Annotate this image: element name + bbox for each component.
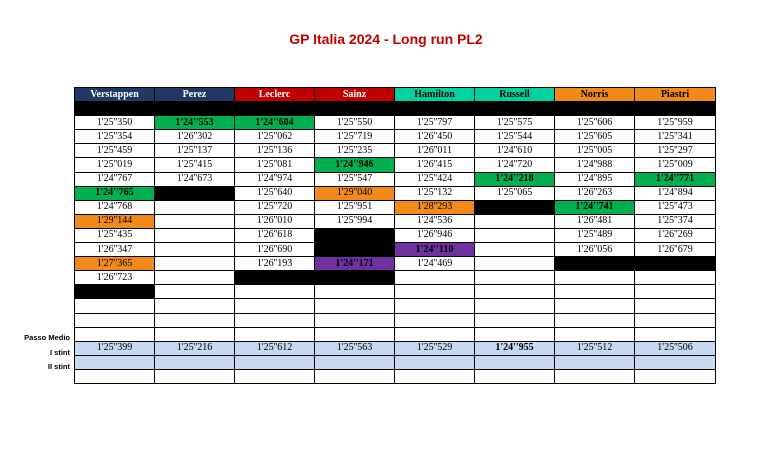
lap-time-cell: 1'24''604 [235,116,315,130]
lap-time-cell: 1'25''994 [315,214,395,228]
lap-time-cell [475,243,555,257]
tyre-compound: Medie 4 [555,102,635,116]
lap-time-cell: 1'25''720 [235,200,315,214]
lap-time-cell [475,214,555,228]
lap-time-cell [475,257,555,271]
lap-time-cell [75,299,155,313]
stint1-average: 1'25''612 [235,341,315,355]
lap-time-cell: 1'25''081 [235,158,315,172]
passo-medio-label: Passo Medio [24,333,70,342]
lap-time-cell: Box [75,285,155,299]
lap-time-cell: 1'25''415 [155,158,235,172]
stint1-average: 1'25''563 [315,341,395,355]
lap-time-cell: 1'25''132 [395,186,475,200]
stint2-average [75,355,155,369]
lap-row [75,257,716,271]
lap-time-cell: 1'26''347 [75,243,155,257]
lap-time-cell [235,327,315,341]
lap-time-cell: 1'25''606 [555,116,635,130]
lap-time-cell: Soft 5 [315,243,395,257]
empty-cell [555,369,635,383]
lap-time-cell: 1'29''040 [315,186,395,200]
lap-time-cell: 1'24''988 [555,158,635,172]
driver-header: Hamilton [395,88,475,102]
lap-time-cell: 1'26''450 [395,130,475,144]
lap-time-cell: 1'24''768 [75,200,155,214]
stint1-label: I stint [50,348,70,357]
lap-time-cell: 1'29''144 [75,214,155,228]
lap-time-cell: 1'25''473 [635,200,716,214]
lap-time-cell [315,285,395,299]
lap-time-cell: 1'25''005 [555,144,635,158]
lap-time-cell: 1'26''946 [395,228,475,242]
stint2-average [315,355,395,369]
lap-time-cell: 1'24''946 [315,158,395,172]
lap-time-cell: 1'24''765 [75,186,155,200]
lap-time-cell [635,271,716,285]
lap-time-cell: 1'28''293 [395,200,475,214]
driver-header: Piastri [635,88,716,102]
lap-time-cell: 1'24''895 [555,172,635,186]
lap-time-cell: Box [315,228,395,242]
empty-cell [475,369,555,383]
lap-time-cell [395,299,475,313]
lap-time-cell: 1'25''136 [235,144,315,158]
lap-time-cell: 1'26''690 [235,243,315,257]
lap-time-cell: 1'24''469 [395,257,475,271]
stint1-average: 1'25''399 [75,341,155,355]
empty-cell [235,369,315,383]
stint2-average [235,355,315,369]
driver-header: Perez [155,88,235,102]
lap-time-cell: 1'26''011 [395,144,475,158]
tyre-compound: Medie 4 [395,102,475,116]
page-title: GP Italia 2024 - Long run PL2 [289,31,483,47]
lap-row [75,172,716,186]
stint1-average: 1'24''955 [475,341,555,355]
lap-time-cell: 1'25''424 [395,172,475,186]
lap-row [75,285,716,299]
lap-time-cell: 1'24''536 [395,214,475,228]
lap-time-cell: 1'24''720 [475,158,555,172]
lap-time-cell [635,313,716,327]
lap-time-cell [395,327,475,341]
stint1-average: 1'25''216 [155,341,235,355]
lap-time-cell: 1'24''741 [555,200,635,214]
lap-time-cell: 1'25''374 [635,214,716,228]
stint2-average [555,355,635,369]
lap-time-cell [155,271,235,285]
lap-time-cell [315,313,395,327]
lap-time-cell: 1'26''679 [635,243,716,257]
lap-time-cell [155,285,235,299]
lap-time-cell [155,299,235,313]
lap-time-cell: 1'26''415 [395,158,475,172]
lap-time-cell [155,243,235,257]
lap-time-cell: Box [235,271,315,285]
lap-time-cell [395,285,475,299]
lap-time-cell: 1'25''547 [315,172,395,186]
lap-row [75,214,716,228]
tyre-row [75,102,716,116]
lap-row [75,313,716,327]
lap-time-cell: 1'26''263 [555,186,635,200]
stint2-average [155,355,235,369]
stint2-row [75,355,716,369]
lap-time-cell [235,313,315,327]
lap-time-cell: 1'25''544 [475,130,555,144]
lap-time-cell: 1'25''062 [235,130,315,144]
tyre-compound: Medie 6 [75,102,155,116]
lap-time-cell [475,228,555,242]
lap-time-cell: 1'25''605 [555,130,635,144]
lap-time-cell: Box [635,257,716,271]
lap-time-cell [555,299,635,313]
stint2-average [395,355,475,369]
lap-row [75,271,716,285]
lap-time-cell: 1'25''489 [555,228,635,242]
stint2-label: II stint [47,362,70,371]
lap-time-cell: Box [155,186,235,200]
lap-time-cell [75,327,155,341]
lap-time-cell: 1'27''365 [75,257,155,271]
lap-time-cell: 1'25''640 [235,186,315,200]
stint1-row [75,341,716,355]
lap-time-cell: 1'24''553 [155,116,235,130]
lap-time-cell: 1'25''297 [635,144,716,158]
lap-time-cell [155,257,235,271]
lap-time-cell: 1'25''235 [315,144,395,158]
lap-time-cell [315,299,395,313]
lap-row [75,144,716,158]
lap-row [75,116,716,130]
lap-row [75,327,716,341]
tyre-compound: Medie 10 [315,102,395,116]
lap-time-cell: 1'26''010 [235,214,315,228]
lap-time-cell [475,327,555,341]
lap-time-cell [635,327,716,341]
lap-time-cell: 1'25''719 [315,130,395,144]
lap-time-cell: 1'25''137 [155,144,235,158]
lap-time-cell: 1'25''065 [475,186,555,200]
driver-header: Sainz [315,88,395,102]
lap-time-cell: 1'24''110 [395,243,475,257]
lap-time-cell [475,299,555,313]
lap-time-cell: 1'25''019 [75,158,155,172]
lap-time-cell [555,271,635,285]
lap-time-cell [155,200,235,214]
lap-time-cell: 1'24''771 [635,172,716,186]
lap-time-cell [155,228,235,242]
header-row [75,88,716,102]
empty-cell [315,369,395,383]
stint2-average [475,355,555,369]
lap-time-cell: 1'24''673 [155,172,235,186]
lap-time-cell: 1'24''171 [315,257,395,271]
lap-time-cell: 1'24''894 [635,186,716,200]
lap-time-cell: 1'25''575 [475,116,555,130]
lap-row [75,158,716,172]
lap-time-cell: 1'25''951 [315,200,395,214]
driver-header: Russell [475,88,555,102]
lap-time-cell [475,285,555,299]
tyre-compound: Medie 4 [155,102,235,116]
lap-time-cell: 1'24''218 [475,172,555,186]
driver-header: Leclerc [235,88,315,102]
lap-time-cell [395,271,475,285]
blank-row [75,369,716,383]
stint1-average: 1'25''529 [395,341,475,355]
lap-time-cell [635,299,716,313]
lap-time-cell [75,313,155,327]
lap-time-cell: 1'26''481 [555,214,635,228]
lap-time-cell [315,327,395,341]
lap-time-cell: Box [475,200,555,214]
lap-time-cell: 1'25''959 [635,116,716,130]
stint1-average: 1'25''512 [555,341,635,355]
lap-time-cell [155,327,235,341]
long-run-table [74,87,716,384]
driver-header: Norris [555,88,635,102]
lap-time-cell: Box [555,257,635,271]
lap-row [75,228,716,242]
tyre-compound: Medie 9 [235,102,315,116]
lap-time-cell [235,299,315,313]
stint1-average: 1'25''506 [635,341,716,355]
lap-time-cell: 1'25''009 [635,158,716,172]
lap-row [75,200,716,214]
lap-time-cell: 1'24''974 [235,172,315,186]
lap-time-cell: Box [315,271,395,285]
lap-time-cell: 1'26''302 [155,130,235,144]
lap-time-cell: 1'24''610 [475,144,555,158]
lap-time-cell: 1'26''723 [75,271,155,285]
empty-cell [155,369,235,383]
lap-time-cell: 1'26''193 [235,257,315,271]
lap-time-cell: 1'25''350 [75,116,155,130]
lap-time-cell: 1'25''341 [635,130,716,144]
lap-time-cell: 1'25''435 [75,228,155,242]
stint2-average [635,355,716,369]
lap-row [75,130,716,144]
lap-time-cell [475,313,555,327]
lap-time-cell [555,313,635,327]
driver-header: Verstappen [75,88,155,102]
lap-row [75,243,716,257]
lap-time-cell [235,285,315,299]
lap-time-cell: 1'26''618 [235,228,315,242]
lap-time-cell: 1'26''056 [555,243,635,257]
lap-time-cell: 1'25''550 [315,116,395,130]
lap-time-cell [155,214,235,228]
empty-cell [75,369,155,383]
lap-row [75,186,716,200]
lap-time-cell: 1'24''767 [75,172,155,186]
lap-time-cell [635,285,716,299]
lap-time-cell [475,271,555,285]
lap-time-cell [555,285,635,299]
tyre-compound: Medie 4 [635,102,716,116]
lap-time-cell [395,313,475,327]
lap-time-cell [555,327,635,341]
lap-time-cell: 1'26''269 [635,228,716,242]
lap-time-cell: 1'25''459 [75,144,155,158]
lap-time-cell: 1'25''797 [395,116,475,130]
lap-time-cell: 1'25''354 [75,130,155,144]
empty-cell [635,369,716,383]
empty-cell [395,369,475,383]
lap-time-cell [155,313,235,327]
lap-row [75,299,716,313]
tyre-compound: Medie 6 [475,102,555,116]
